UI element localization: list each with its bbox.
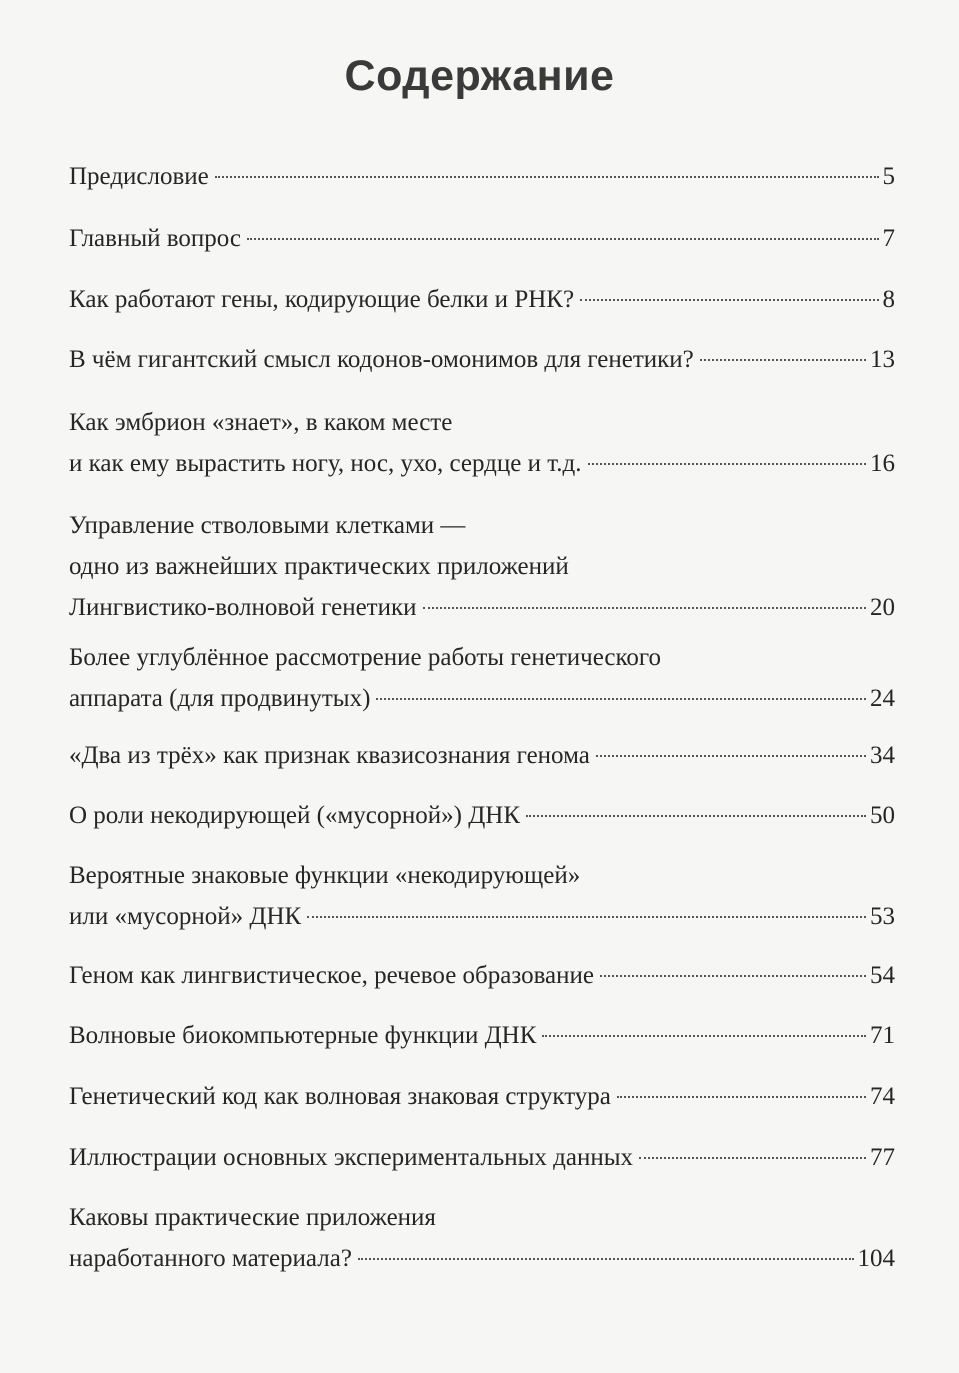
- toc-entry: [69, 955, 895, 996]
- toc-entry-title-line: Более углублённое рассмотрение работы генетического: [69, 644, 662, 671]
- dot-leader: [617, 1096, 866, 1098]
- toc-entry-row: [69, 735, 895, 776]
- dot-leader: [526, 815, 866, 817]
- toc-page-number: 8: [882, 286, 895, 313]
- toc-page-number: 16: [870, 450, 895, 477]
- toc-entry: [69, 339, 895, 380]
- toc-entry-row: [69, 795, 895, 836]
- dot-leader: [596, 755, 866, 757]
- toc-entry-title-line: одно из важнейших практических приложений: [69, 553, 569, 580]
- toc-entry: [69, 637, 895, 719]
- toc-entry-title-line: аппарата (для продвинутых): [69, 685, 371, 712]
- toc-entry-title-line: О роли некодирующей («мусорной») ДНК: [69, 802, 520, 829]
- toc-entry-row: [69, 156, 895, 197]
- toc-entry-row: [69, 218, 895, 259]
- dot-leader: [376, 698, 866, 700]
- toc-page-number: 13: [870, 346, 895, 373]
- toc-entry-row: [69, 339, 895, 380]
- toc-entry-row: [69, 896, 895, 937]
- toc-entry: [69, 795, 895, 836]
- toc-page-number: 104: [857, 1245, 895, 1272]
- toc-entry-title-line: Каковы практические приложения: [69, 1204, 436, 1231]
- dot-leader: [307, 916, 866, 918]
- toc-entry: [69, 156, 895, 197]
- toc-entry-title-line: Предисловие: [69, 163, 209, 190]
- toc-entry-title-line: Как эмбрион «знает», в каком месте: [69, 409, 453, 436]
- toc-entry-title-line: В чём гигантский смысл кодонов-омонимов для генетики?: [69, 346, 694, 373]
- toc-page-number: 74: [870, 1083, 895, 1110]
- page-title: Содержание: [344, 52, 615, 100]
- toc-entry: [69, 735, 895, 776]
- toc-entry-title-line: Иллюстрации основных экспериментальных данных: [69, 1144, 634, 1171]
- dot-leader: [600, 975, 866, 977]
- toc-entry-title-line: Лингвистико-волновой генетики: [69, 594, 417, 621]
- toc-entry: [69, 505, 895, 628]
- toc-page-number: 7: [882, 225, 895, 252]
- toc-page-number: 53: [870, 903, 895, 930]
- toc-entry-title-line: Генетический код как волновая знаковая структура: [69, 1083, 611, 1110]
- toc-entry-title-line: Геном как лингвистическое, речевое образование: [69, 962, 595, 989]
- toc-entry-title-line: «Два из трёх» как признак квазисознания генома: [69, 742, 590, 769]
- toc-entry-title-line: или «мусорной» ДНК: [69, 903, 302, 930]
- toc-entry-row: [69, 955, 895, 996]
- toc-entry: [69, 402, 895, 484]
- toc-entry-row: [69, 1076, 895, 1117]
- toc-entry: [69, 1197, 895, 1279]
- dot-leader: [580, 299, 878, 301]
- toc-page-number: 50: [870, 802, 895, 829]
- toc-entry-title-line: наработанного материала?: [69, 1245, 352, 1272]
- toc-entry-title-line: и как ему вырастить ногу, нос, ухо, сердце и т.д.: [69, 450, 582, 477]
- toc-page-number: 24: [870, 685, 895, 712]
- dot-leader: [588, 463, 866, 465]
- toc-entry-row: [69, 1015, 895, 1056]
- toc-page-number: 77: [870, 1144, 895, 1171]
- toc-entry-row: [69, 678, 895, 719]
- dot-leader: [700, 359, 866, 361]
- toc-page-number: 54: [870, 962, 895, 989]
- toc-entry-row: [69, 1238, 895, 1279]
- dot-leader: [215, 176, 879, 178]
- toc-page-number: 71: [870, 1022, 895, 1049]
- toc-entry: [69, 279, 895, 320]
- toc-entry: [69, 1015, 895, 1056]
- toc-entry-row: [69, 587, 895, 628]
- toc-entry-title-line: Как работают гены, кодирующие белки и РНК?: [69, 286, 575, 313]
- toc-entry-row: [69, 443, 895, 484]
- dot-leader: [247, 238, 879, 240]
- toc-page-number: 20: [870, 594, 895, 621]
- toc-entry-title-line: Главный вопрос: [69, 225, 241, 252]
- toc-entry-title-line: Вероятные знаковые функции «некодирующей»: [69, 862, 581, 889]
- toc-page-number: 34: [870, 742, 895, 769]
- dot-leader: [423, 607, 867, 609]
- toc-entry-title-line: Волновые биокомпьютерные функции ДНК: [69, 1022, 537, 1049]
- toc-entry: [69, 855, 895, 937]
- dot-leader: [639, 1157, 866, 1159]
- dot-leader: [358, 1258, 854, 1260]
- toc-entry-title-line: Управление стволовыми клетками —: [69, 512, 466, 539]
- toc-entry: [69, 218, 895, 259]
- toc-entry: [69, 1137, 895, 1178]
- toc-entry: [69, 1076, 895, 1117]
- toc-entry-row: [69, 279, 895, 320]
- dot-leader: [542, 1035, 866, 1037]
- toc-entry-row: [69, 1137, 895, 1178]
- toc-page-number: 5: [882, 163, 895, 190]
